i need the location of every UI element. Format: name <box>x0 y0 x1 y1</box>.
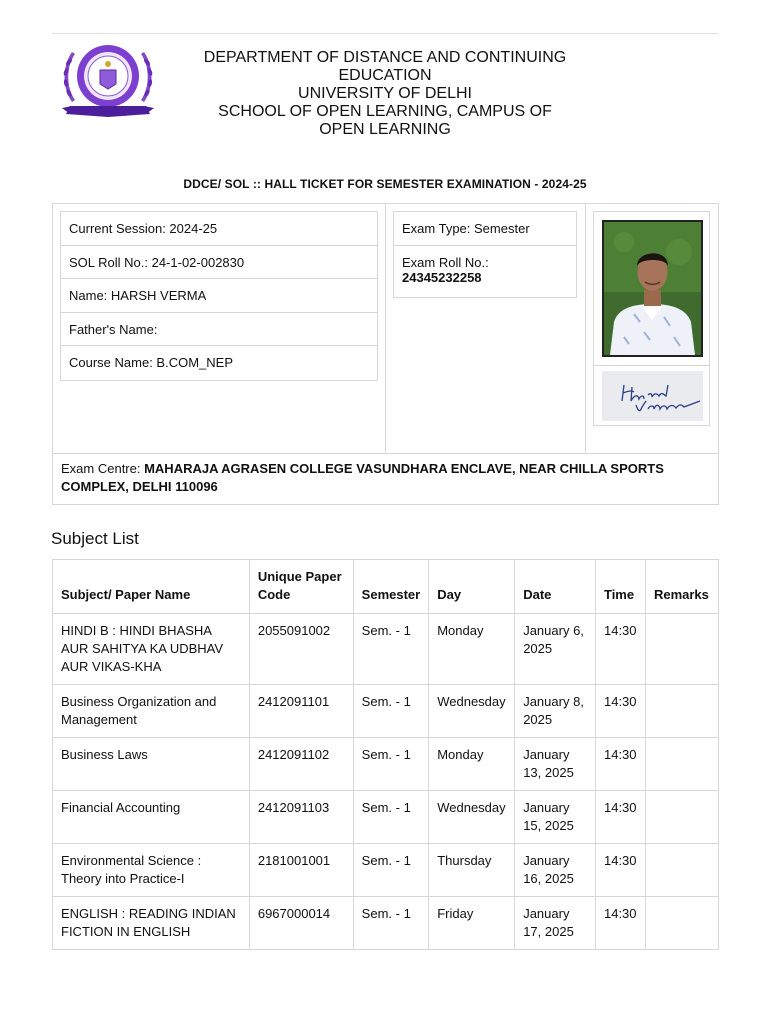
exam-time: 14:30 <box>595 614 645 685</box>
photo-signature-box <box>593 211 710 426</box>
exam-date: January 15, 2025 <box>515 791 596 844</box>
remarks <box>645 685 718 738</box>
table-row <box>53 685 719 738</box>
semester: Sem. - 1 <box>353 897 429 950</box>
student-photo-image <box>604 222 701 355</box>
logo-emblem-icon <box>58 40 158 126</box>
heading-line-4: SCHOOL OF OPEN LEARNING, CAMPUS OF <box>218 103 552 120</box>
exam-time: 14:30 <box>595 738 645 791</box>
header-remarks: Remarks <box>645 560 718 614</box>
header-time: Time <box>595 560 645 614</box>
subject-name: Environmental Science : Theory into Practice-I <box>53 844 250 897</box>
exam-date: January 16, 2025 <box>515 844 596 897</box>
semester: Sem. - 1 <box>353 685 429 738</box>
exam-day: Thursday <box>429 844 515 897</box>
paper-code: 2412091103 <box>249 791 353 844</box>
exam-day: Wednesday <box>429 791 515 844</box>
subject-table <box>52 559 719 950</box>
student-info-box <box>52 203 719 505</box>
semester: Sem. - 1 <box>353 738 429 791</box>
remarks <box>645 897 718 950</box>
course-name: Course Name: B.COM_NEP <box>69 355 233 370</box>
subject-name: Financial Accounting <box>53 791 250 844</box>
subject-name: HINDI B : HINDI BHASHA AUR SAHITYA KA UDBHAV AUR VIKAS-KHA <box>53 614 250 685</box>
header-day: Day <box>429 560 515 614</box>
table-header-row <box>53 560 719 614</box>
header-semester: Semester <box>353 560 429 614</box>
table-row <box>53 844 719 897</box>
remarks <box>645 791 718 844</box>
student-photo <box>602 220 703 357</box>
table-row <box>53 738 719 791</box>
photo-divider <box>594 365 709 366</box>
paper-code: 6967000014 <box>249 897 353 950</box>
paper-code: 2055091002 <box>249 614 353 685</box>
top-divider <box>52 33 718 34</box>
header-subject: Subject/ Paper Name <box>53 560 250 614</box>
exam-day: Monday <box>429 614 515 685</box>
table-row <box>53 897 719 950</box>
page-heading <box>190 49 580 139</box>
exam-date: January 17, 2025 <box>515 897 596 950</box>
exam-centre <box>61 460 711 496</box>
header-paper-code: Unique Paper Code <box>249 560 353 614</box>
column-divider <box>585 204 586 453</box>
exam-date: January 6, 2025 <box>515 614 596 685</box>
exam-day: Monday <box>429 738 515 791</box>
heading-line-3: UNIVERSITY OF DELHI <box>298 85 472 102</box>
current-session: Current Session: 2024-25 <box>61 212 377 246</box>
exam-roll <box>394 246 576 297</box>
exam-roll-value: 24345232258 <box>402 270 482 285</box>
table-row <box>53 791 719 844</box>
column-divider <box>385 204 386 453</box>
exam-centre-label: Exam Centre: <box>61 461 145 476</box>
exam-day: Wednesday <box>429 685 515 738</box>
semester: Sem. - 1 <box>353 791 429 844</box>
subject-name: Business Organization and Management <box>53 685 250 738</box>
exam-time: 14:30 <box>595 897 645 950</box>
header-date: Date <box>515 560 596 614</box>
semester: Sem. - 1 <box>353 614 429 685</box>
remarks <box>645 738 718 791</box>
subject-name: ENGLISH : READING INDIAN FICTION IN ENGLISH <box>53 897 250 950</box>
table-row <box>53 614 719 685</box>
exam-roll-label: Exam Roll No.: <box>402 255 489 270</box>
university-logo <box>58 40 158 126</box>
exam-time: 14:30 <box>595 685 645 738</box>
exam-time: 14:30 <box>595 791 645 844</box>
subject-name: Business Laws <box>53 738 250 791</box>
semester: Sem. - 1 <box>353 844 429 897</box>
sol-roll-number: SOL Roll No.: 24-1-02-002830 <box>61 246 377 280</box>
heading-line-2: EDUCATION <box>338 67 432 84</box>
paper-code: 2412091101 <box>249 685 353 738</box>
row-divider <box>53 453 718 454</box>
student-details-table <box>60 211 378 381</box>
exam-date: January 13, 2025 <box>515 738 596 791</box>
exam-date: January 8, 2025 <box>515 685 596 738</box>
remarks <box>645 844 718 897</box>
father-name: Father's Name: <box>61 313 377 347</box>
exam-day: Friday <box>429 897 515 950</box>
remarks <box>645 614 718 685</box>
paper-code: 2181001001 <box>249 844 353 897</box>
exam-centre-value: MAHARAJA AGRASEN COLLEGE VASUNDHARA ENCLAVE, NEAR CHILLA SPORTS COMPLEX, DELHI 110096 <box>61 461 664 494</box>
student-signature <box>602 371 703 421</box>
hall-ticket-title: DDCE/ SOL :: HALL TICKET FOR SEMESTER EXAMINATION - 2024-25 <box>183 177 587 191</box>
paper-code: 2412091102 <box>249 738 353 791</box>
student-name: Name: HARSH VERMA <box>61 279 377 313</box>
subject-list-title: Subject List <box>51 529 139 548</box>
heading-line-5: OPEN LEARNING <box>319 121 451 138</box>
heading-line-1: DEPARTMENT OF DISTANCE AND CONTINUING <box>203 49 567 66</box>
exam-time: 14:30 <box>595 844 645 897</box>
signature-image <box>602 371 703 421</box>
exam-type: Exam Type: Semester <box>394 212 576 246</box>
exam-details-table <box>393 211 577 298</box>
